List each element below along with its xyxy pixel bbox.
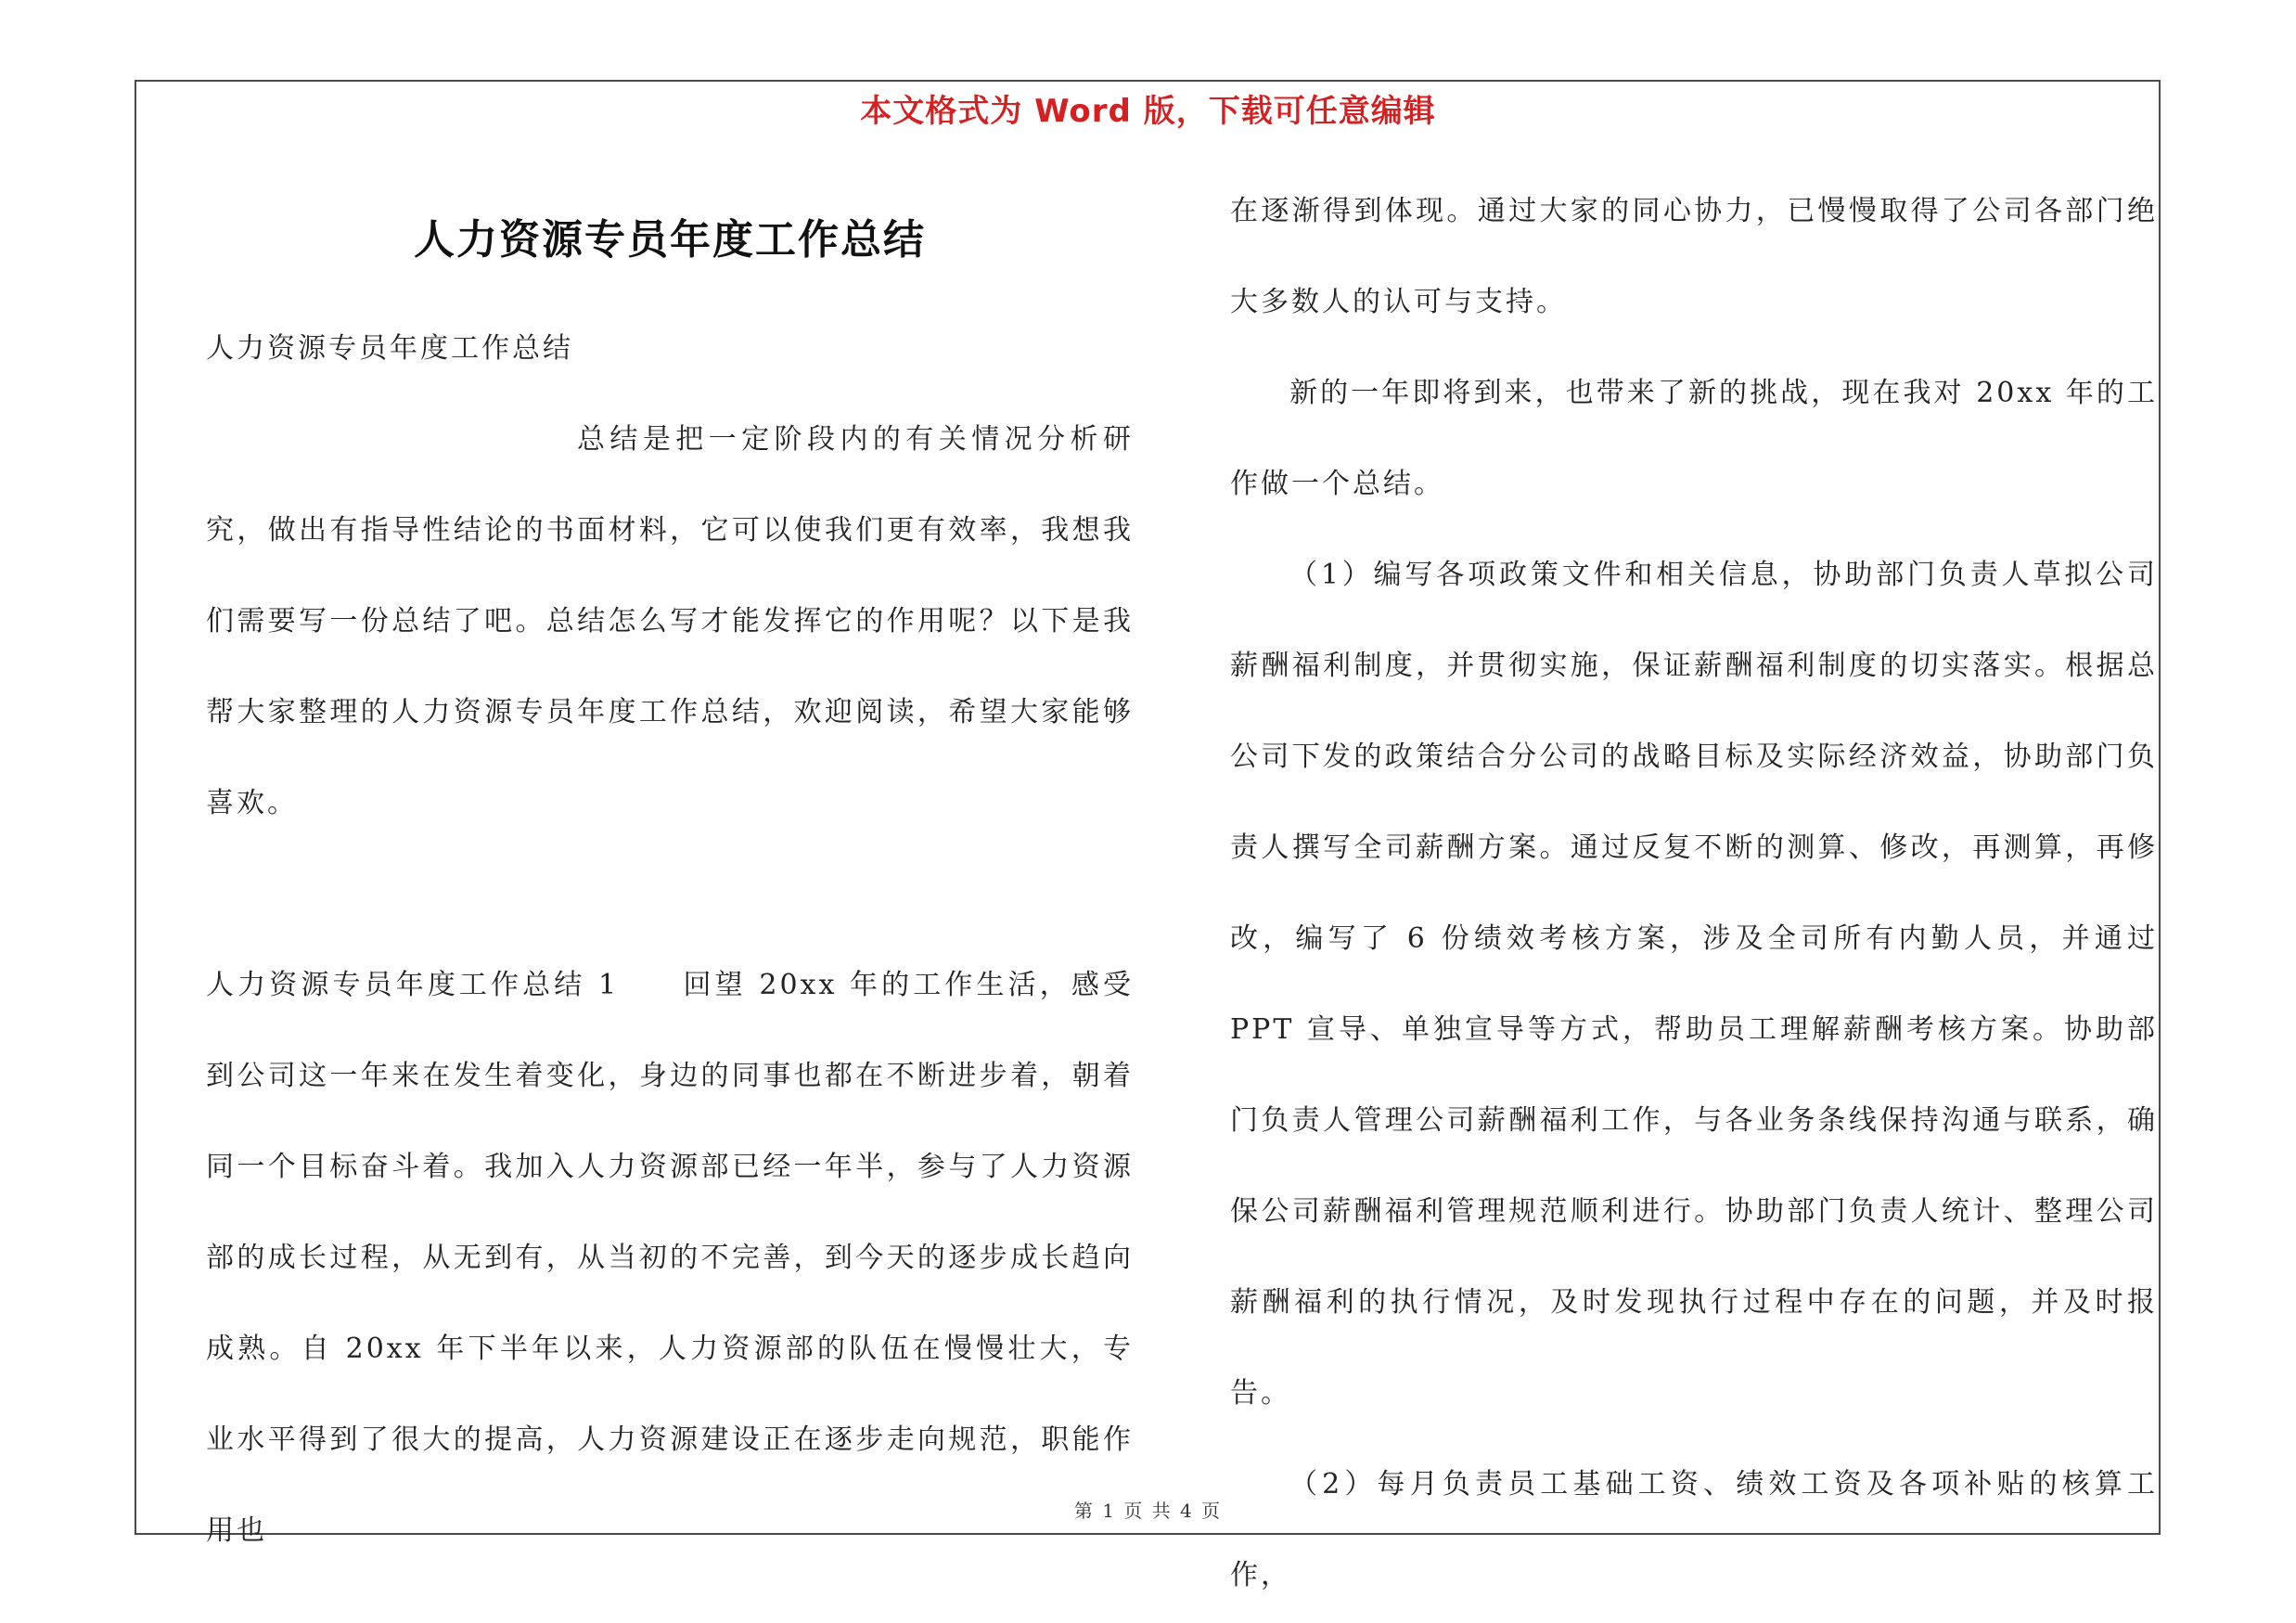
format-banner: 本文格式为 Word 版，下载可任意编辑 [860, 93, 1436, 130]
continuation-paragraph: 在逐渐得到体现。通过大家的同心协力，已慢慢取得了公司各部门绝大多数人的认可与支持。 [1230, 195, 2158, 318]
new-year-paragraph: 新的一年即将到来，也带来了新的挑战，现在我对 20xx 年的工作做一个总结。 [1230, 377, 2158, 500]
intro-paragraph: 总结是把一定阶段内的有关情况分析研究，做出有指导性结论的书面材料，它可以使我们更有效率，我想我们需要写一份总结了吧。总结怎么写才能发挥它的作用呢？以下是我帮大家整理的人力资源专员年度工作总结，欢迎阅读，希望大家能够喜欢。 [206, 423, 1134, 819]
item2-paragraph: （2）每月负责员工基础工资、绩效工资及各项补贴的核算工作， [1230, 1468, 2158, 1591]
section1-paragraph: 人力资源专员年度工作总结 1 回望 20xx 年的工作生活，感受到公司这一年来在发生着变化，身边的同事也都在不断进步着，朝着同一个目标奋斗着。我加入人力资源部已经一年半，参与了人力资源部的成长过程，从无到有，从当初的不完善，到今天的逐步成长趋向成熟。自 20xx 年下半年以来，人力资源部的队伍在慢慢壮大，专业水平得到了很大的提高，人力资源建设正在逐步走向规范，职能作用也 [206, 969, 1134, 1547]
page-number: 第 1 页 共 4 页 [1073, 1500, 1223, 1522]
paragraph-gap [206, 849, 1134, 940]
document-title: 人力资源专员年度工作总结 [414, 216, 926, 264]
subtitle: 人力资源专员年度工作总结 [206, 332, 573, 365]
right-column [1230, 166, 2158, 1621]
left-column [206, 303, 1134, 1577]
item1-paragraph: （1）编写各项政策文件和相关信息，协助部门负责人草拟公司薪酬福利制度，并贯彻实施，保证薪酬福利制度的切实落实。根据总公司下发的政策结合分公司的战略目标及实际经济效益，协助部门负责人撰写全司薪酬方案。通过反复不断的测算、修改，再测算，再修改，编写了 6 份绩效考核方案，涉及全司所有内勤人员，并通过 PPT 宣导、单独宣导等方式，帮助员工理解薪酬考核方案。协助部门负责人管理公司薪酬福利工作，与各业务条线保持沟通与联系，确保公司薪酬福利管理规范顺利进行。协助部门负责人统计、整理公司薪酬福利的执行情况，及时发现执行过程中存在的问题，并及时报告。 [1230, 559, 2158, 1410]
